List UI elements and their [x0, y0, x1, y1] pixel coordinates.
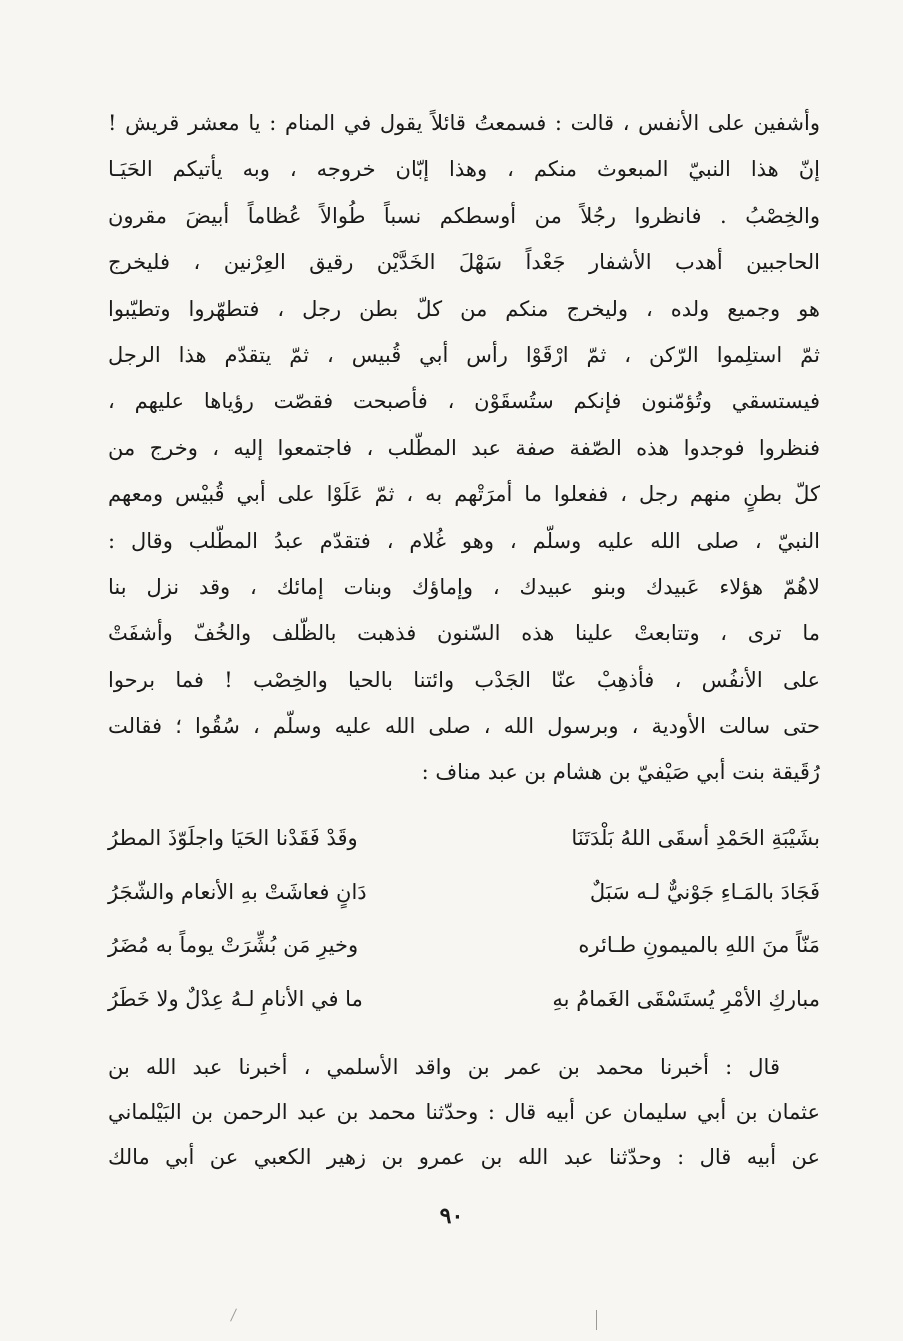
text-line: عثمان بن أبي سليمان عن أبيه قال : وحدّثنا محمد بن عبد الرحمن بن البَيْلماني [108, 1100, 820, 1124]
verse-second-hemistich: دَانٍ فعاشَتْ بهِ الأنعام والشّجَرُ [108, 879, 367, 904]
poem-verse [108, 866, 820, 920]
scan-speck [230, 1308, 237, 1321]
poem-verse [108, 973, 820, 1027]
text-line: فيستسقي وتُؤمّنون فإنكم ستُسقَوْن ، فأصبحت فقصّت رؤياها عليهم ، [108, 389, 820, 414]
text-line: على الأنفُس ، فأذهِبْ عنّا الجَدْب وائتنا بالحيا والخِصْب ! فما برحوا [108, 667, 820, 692]
verse-second-hemistich: وخيرِ مَن بُشِّرَتْ يوماً به مُضَرُ [108, 933, 359, 957]
text-line: ما ترى ، وتتابعتْ علينا هذه السّنون فذهبت بالظّلف والخُفّ وأشفَتْ [108, 621, 820, 646]
verse-first-hemistich: مَنّاً منَ اللهِ بالميمونِ طـائره [578, 933, 820, 957]
verse-first-hemistich: مباركِ الأمْرِ يُستَسْقَى الغَمامُ بهِ [552, 986, 820, 1011]
page-number: ٩٠ [439, 1203, 464, 1229]
prose-block [108, 100, 820, 796]
text-line: عن أبيه قال : وحدّثنا عبد الله بن عمرو بن زهير الكعبي عن أبي مالك [108, 1145, 820, 1169]
text-line: رُقَيقة بنت أبي صَيْفيّ بن هشام بن عبد مناف : [421, 760, 820, 785]
text-line: إنّ هذا النبيّ المبعوث منكم ، وهذا إبّان خروجه ، وبه يأتيكم الحَيَـا [108, 157, 820, 182]
verse-first-hemistich: فَجَادَ بالمَـاءِ جَوْنيٌّ لـه سَبَلٌ [589, 879, 820, 904]
verse-first-hemistich: بشَيْبَةِ الحَمْدِ أسقَى اللهُ بَلْدَتَنَا [571, 826, 820, 850]
poem-verse [108, 919, 820, 973]
text-line: كلّ بطنٍ منهم رجل ، ففعلوا ما أمرَتْهم به ، ثمّ عَلَوْا على أبي قُبيْس ومعهم [108, 482, 820, 507]
text-line: ثمّ استلِموا الرّكن ، ثمّ ارْقَوْا رأس أبي قُبيس ، ثمّ يتقدّم هذا الرجل [108, 342, 820, 367]
verse-second-hemistich: ما في الأنامِ لـهُ عِدْلٌ ولا خَطَرُ [108, 986, 363, 1011]
text-line: النبيّ ، صلى الله عليه وسلّم ، وهو غُلام ، فتقدّم عبدُ المطّلب وقال : [108, 528, 820, 553]
text-line: حتى سالت الأودية ، وبرسول الله ، صلى الله عليه وسلّم ، سُقُوا ؛ فقالت [108, 714, 820, 739]
poem-block [108, 812, 820, 1026]
text-line: الحاجبين أهدب الأشفار جَعْداً سَهْلَ الخَدَّيْن رقيق العِرْنين ، فليخرج [108, 250, 820, 275]
text-line: والخِصْبُ . فانظروا رجُلاً من أوسطكم نسباً طُوالاً عُظاماً أبيضَ مقرون [108, 203, 820, 228]
text-line: لاهُمّ هؤلاء عَبيدك وبنو عبيدك ، وإماؤك وبنات إمائك ، وقد نزل بنا [108, 574, 820, 599]
closing-paragraph [108, 1045, 820, 1180]
verse-second-hemistich: وقَدْ فَقَدْنا الحَيَا واجلَوّذَ المطرُ [108, 826, 358, 850]
text-line: هو وجميع ولده ، وليخرج منكم من كلّ بطن رجل ، فتطهّروا وتطيّبوا [108, 296, 820, 321]
poem-verse [108, 812, 820, 866]
text-line: قال : أخبرنا محمد بن عمر بن واقد الأسلمي ، أخبرنا عبد الله بن [108, 1055, 780, 1079]
scan-speck [596, 1310, 597, 1330]
text-line: وأشفين على الأنفس ، قالت : فسمعتُ قائلاً يقول في المنام : يا معشر قريش ! [108, 111, 820, 135]
text-line: فنظروا فوجدوا هذه الصّفة صفة عبد المطّلب ، فاجتمعوا إليه ، وخرج من [108, 435, 820, 460]
